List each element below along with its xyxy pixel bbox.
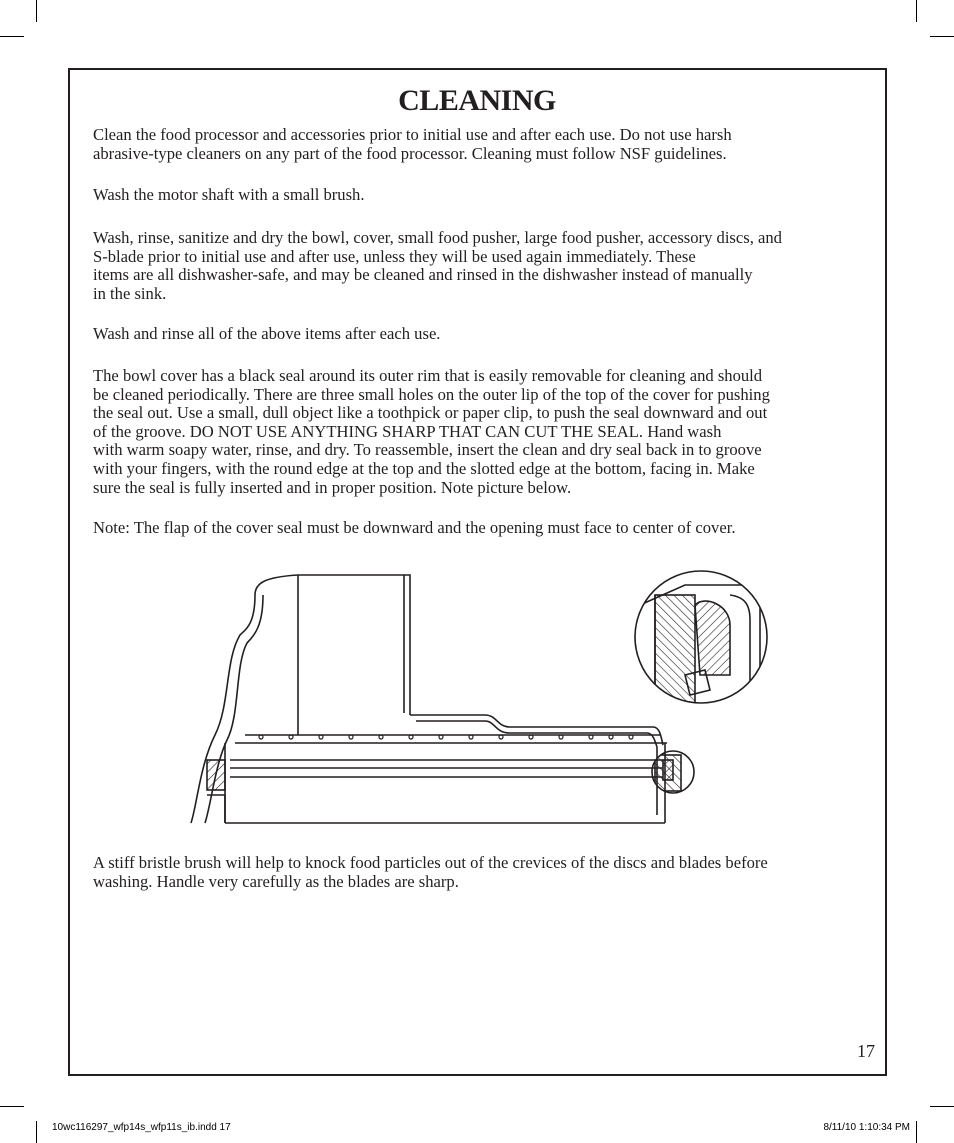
seal-paragraph (93, 367, 868, 497)
text-line: be cleaned periodically. There are three small holes on the outer lip of the top of the cover for pushing (93, 384, 770, 404)
text-line: The bowl cover has a black seal around its outer rim that is easily removable for cleaning and should (93, 366, 763, 385)
motor-shaft-paragraph (93, 186, 868, 205)
wash-items-paragraph (93, 229, 868, 303)
text-line: in the sink. (93, 283, 167, 303)
crop-mark (36, 1121, 37, 1143)
page-number: 17 (857, 1041, 875, 1061)
text-line: with your fingers, with the round edge at the top and the slotted edge at the bottom, facing in. Make (93, 458, 755, 478)
note-paragraph (93, 519, 868, 538)
text-line: Note: The flap of the cover seal must be downward and the opening must face to center of cover. (93, 518, 736, 537)
file-slug: 10wc116297_wfp14s_wfp11s_ib.indd 17 (52, 1122, 231, 1133)
text-line: Wash, rinse, sanitize and dry the bowl, cover, small food pusher, large food pusher, accessory discs, and (93, 228, 782, 247)
text-line: with warm soapy water, rinse, and dry. To reassemble, insert the clean and dry seal back in to groove (93, 440, 762, 460)
crop-mark (916, 1121, 917, 1143)
crop-mark (916, 0, 917, 22)
text-line: items are all dishwasher-safe, and may be cleaned and rinsed in the dishwasher instead of manually (93, 265, 753, 285)
text-line: of the groove. DO NOT USE ANYTHING SHARP THAT CAN CUT THE SEAL. Hand wash (93, 421, 722, 441)
text-line: Clean the food processor and accessories prior to initial use and after each use. Do not use harsh (93, 125, 732, 144)
text-line: S-blade prior to initial use and after use, unless they will be used again immediately. These (93, 246, 696, 266)
text-line: the seal out. Use a small, dull object like a toothpick or paper clip, to push the seal downward and out (93, 403, 768, 423)
crop-mark (0, 1106, 24, 1107)
print-timestamp: 8/11/10 1:10:34 PM (823, 1122, 910, 1133)
crop-mark (930, 36, 954, 37)
text-line: sure the seal is fully inserted and in proper position. Note picture below. (93, 477, 572, 497)
brush-paragraph (93, 854, 868, 891)
text-line: A stiff bristle brush will help to knock food particles out of the crevices of the discs and blades before (93, 853, 768, 872)
text-line: Wash and rinse all of the above items after each use. (93, 324, 441, 343)
intro-paragraph (93, 126, 868, 163)
crop-mark (0, 36, 24, 37)
page-title: CLEANING (398, 84, 556, 117)
crop-mark (930, 1106, 954, 1107)
text-line: abrasive-type cleaners on any part of the food processor. Cleaning must follow NSF guidelines. (93, 143, 727, 163)
text-line: washing. Handle very carefully as the blades are sharp. (93, 871, 459, 891)
crop-mark (36, 0, 37, 22)
text-line: Wash the motor shaft with a small brush. (93, 185, 365, 204)
cover-seal-illustration (185, 565, 775, 830)
after-use-paragraph (93, 325, 868, 344)
